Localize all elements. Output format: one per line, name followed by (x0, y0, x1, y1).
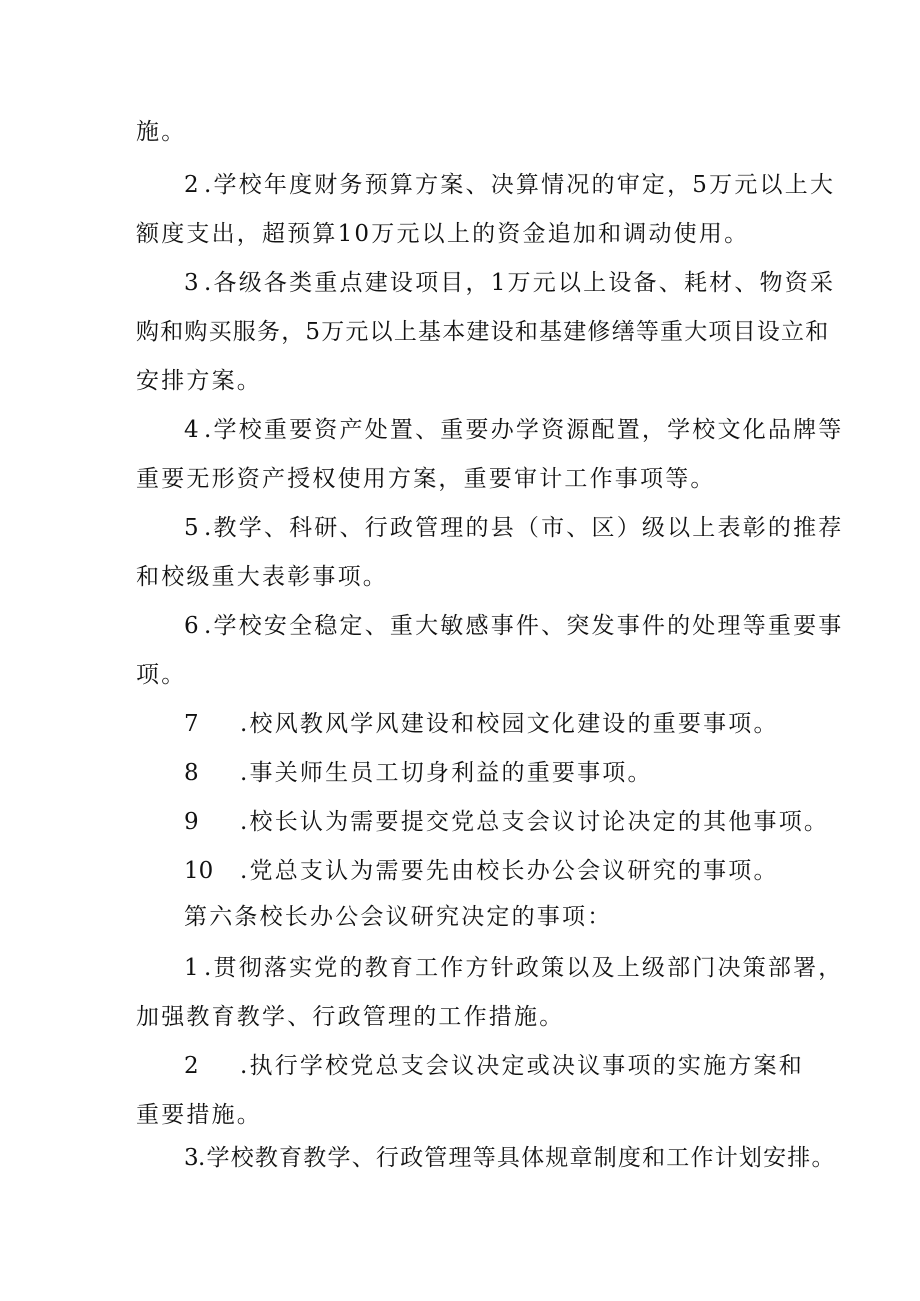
item-number: 5 (184, 515, 199, 541)
article-item-text-line: .学校教育教学、行政管理等具体规章制度和工作计划安排。 (198, 1145, 836, 1171)
item-text-line: .学校重要资产处置、重要办学资源配置，学校文化品牌等 (204, 417, 844, 443)
item-number: 6 (184, 613, 199, 639)
article-heading: 第六条校长办公会议研究决定的事项： (184, 904, 613, 930)
item-text-line: .党总支认为需要先由校长办公会议研究的事项。 (240, 858, 779, 884)
article-item-number: 3 (184, 1145, 199, 1171)
item-text-line: .校风教风学风建设和校园文化建设的重要事项。 (240, 711, 779, 737)
item-text-line: .教学、科研、行政管理的县（市、区）级以上表彰的推荐 (204, 515, 844, 541)
article-item-number: 2 (184, 1053, 199, 1079)
article-item-text-line: .贯彻落实党的教育工作方针政策以及上级部门决策部署， (204, 955, 844, 981)
article-item-text-line: 加强教育教学、行政管理的工作措施。 (136, 1004, 565, 1030)
item-text-line: 和校级重大表彰事项。 (136, 564, 388, 590)
item-text-line: .事关师生员工切身利益的重要事项。 (240, 760, 653, 786)
item-text-line: 额度支出，超预算10万元以上的资金追加和调动使用。 (136, 221, 750, 247)
item-number: 7 (184, 711, 199, 737)
item-number: 10 (184, 858, 214, 884)
article-item-number: 1 (184, 955, 199, 981)
item-number: 8 (184, 760, 199, 786)
item-text-line: 重要无形资产授权使用方案，重要审计工作事项等。 (136, 466, 716, 492)
item-number: 4 (184, 417, 199, 443)
item-text-line: 项。 (136, 662, 187, 688)
item-number: 2 (184, 172, 199, 198)
item-text-line: .学校年度财务预算方案、决算情况的审定，5万元以上大 (204, 172, 836, 198)
item-number: 9 (184, 809, 199, 835)
item-text-line: 购和购买服务，5万元以上基本建设和基建修缮等重大项目设立和 (136, 319, 830, 345)
article-item-text-line: 重要措施。 (136, 1102, 262, 1128)
item-text-line: .各级各类重点建设项目，1万元以上设备、耗材、物资采 (204, 270, 836, 296)
article-item-text-line: .执行学校党总支会议决定或决议事项的实施方案和 (240, 1053, 804, 1079)
item-text-line: .校长认为需要提交党总支会议讨论决定的其他事项。 (240, 809, 830, 835)
item-number: 3 (184, 270, 199, 296)
item-text-line: 安排方案。 (136, 368, 262, 394)
item-text-line: .学校安全稳定、重大敏感事件、突发事件的处理等重要事 (204, 613, 844, 639)
continuation-text: 施。 (136, 119, 187, 145)
